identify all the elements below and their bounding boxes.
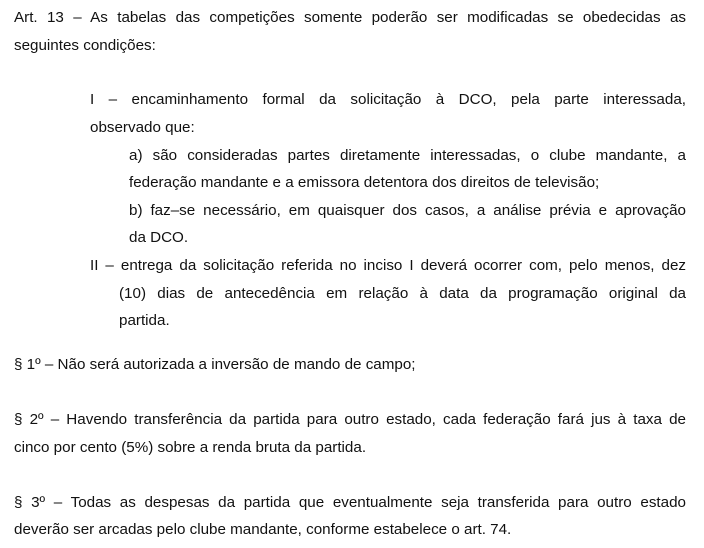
alinea-line: a) são consideradas partes diretamente interessadas, o clube mandante, a bbox=[129, 147, 686, 164]
alinea-line: b) faz–se necessário, em quaisquer dos casos, a análise prévia e aprovação bbox=[129, 202, 686, 219]
paragrafo-line: § 2º – Havendo transferência da partida para outro estado, cada federação fará jus à taxa de bbox=[14, 411, 686, 428]
alinea-line: da DCO. bbox=[129, 229, 189, 246]
paragrafo-line: deverão ser arcadas pelo clube mandante, conforme estabelece o art. 74. bbox=[14, 521, 512, 538]
paragrafo-line: cinco por cento (5%) sobre a renda bruta da partida. bbox=[14, 439, 367, 456]
alinea-line: federação mandante e a emissora detentora dos direitos de televisão; bbox=[129, 174, 600, 191]
article-line: Art. 13 – As tabelas das competições somente poderão ser modificadas se obedecidas as bbox=[14, 9, 686, 26]
paragrafo-line: § 1º – Não será autorizada a inversão de mando de campo; bbox=[14, 356, 416, 373]
article-line: seguintes condições: bbox=[14, 37, 156, 54]
inciso-line: observado que: bbox=[90, 119, 195, 136]
paragrafo-line: § 3º – Todas as despesas da partida que eventualmente seja transferida para outro estado bbox=[14, 494, 686, 511]
inciso-line: II – entrega da solicitação referida no inciso I deverá ocorrer com, pelo menos, dez bbox=[90, 257, 686, 274]
inciso-line: (10) dias de antecedência em relação à data da programação original da bbox=[119, 285, 686, 302]
inciso-line: partida. bbox=[119, 312, 170, 329]
inciso-line: I – encaminhamento formal da solicitação à DCO, pela parte interessada, bbox=[90, 91, 686, 108]
